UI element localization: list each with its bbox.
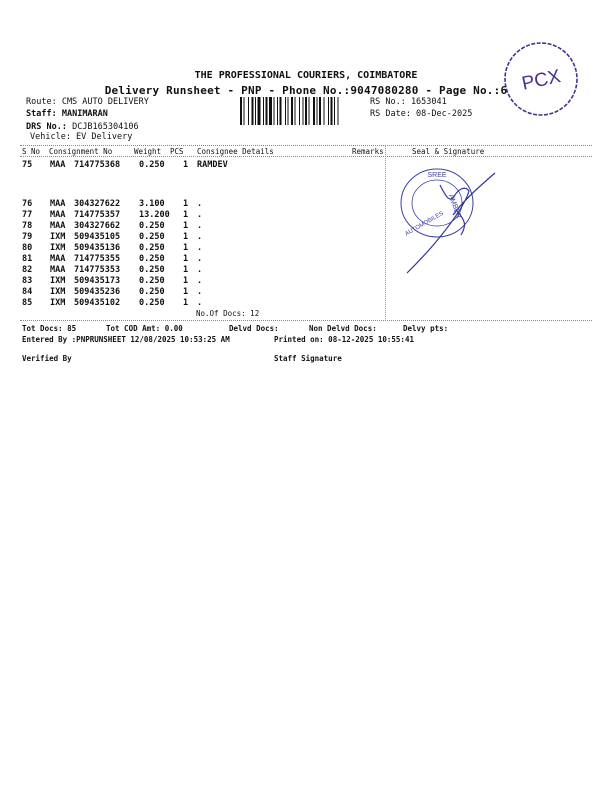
row-weight: 0.250 xyxy=(139,232,165,242)
row-weight: 0.250 xyxy=(139,243,165,253)
row-weight: 13.200 xyxy=(139,210,170,220)
row-prefix: MAA xyxy=(50,254,66,264)
staff-signature-label: Staff Signature xyxy=(274,354,342,363)
barcode-bar xyxy=(313,97,315,125)
row-consignee: . xyxy=(197,243,203,253)
entered-by: Entered By :PNPRUNSHEET 12/08/2025 10:53:25 AM xyxy=(22,335,230,344)
barcode-bar xyxy=(334,97,335,125)
row-sno: 76 xyxy=(22,199,33,209)
docs-count-note: No.Of Docs: 12 xyxy=(196,309,260,318)
row-pcs: 1 xyxy=(183,276,189,286)
staff-label: Staff: xyxy=(26,109,57,119)
row-weight: 0.250 xyxy=(139,287,165,297)
row-consignment-no: 714775353 xyxy=(74,265,121,275)
row-consignment-no: 509435136 xyxy=(74,243,121,253)
row-prefix: MAA xyxy=(50,210,66,220)
row-consignee: RAMDEV xyxy=(197,160,228,170)
row-pcs: 1 xyxy=(183,221,189,231)
row-prefix: MAA xyxy=(50,221,66,231)
row-consignee: . xyxy=(197,276,203,286)
col-pcs: PCS xyxy=(170,147,184,156)
barcode-bar xyxy=(263,97,264,125)
barcode-bar xyxy=(328,97,329,125)
runsheet-title: Delivery Runsheet - PNP - Phone No.:9047080280 - Page No.:6 xyxy=(104,84,508,97)
row-prefix: IXM xyxy=(50,298,66,308)
row-sno: 84 xyxy=(22,287,33,297)
barcode-bar xyxy=(240,97,242,125)
staff-line xyxy=(26,109,108,119)
row-prefix: MAA xyxy=(50,265,66,275)
row-pcs: 1 xyxy=(183,210,189,220)
col-consignee: Consignee Details xyxy=(197,147,274,156)
row-prefix: IXM xyxy=(50,276,66,286)
verified-by-label: Verified By xyxy=(22,354,72,363)
barcode-bar xyxy=(288,97,289,125)
drs-label: DRS No.: xyxy=(26,122,67,132)
row-consignee: . xyxy=(197,232,203,242)
barcode-bar xyxy=(258,97,261,125)
col-seal-signature: Seal & Signature xyxy=(412,147,485,156)
row-prefix: MAA xyxy=(50,199,66,209)
row-weight: 0.250 xyxy=(139,254,165,264)
row-consignee: . xyxy=(197,287,203,297)
route-label: Route: CMS AUTO DELIVERY xyxy=(26,97,149,107)
printed-on: Printed on: 08-12-2025 10:55:41 xyxy=(274,335,414,344)
barcode-bar xyxy=(280,97,282,125)
row-pcs: 1 xyxy=(183,232,189,242)
barcode-bar xyxy=(338,97,339,125)
barcode-bar xyxy=(248,97,249,125)
barcode-bar xyxy=(274,97,275,125)
row-weight: 0.250 xyxy=(139,160,165,170)
row-consignment-no: 509435173 xyxy=(74,276,121,286)
barcode-bar xyxy=(266,97,268,125)
barcode-bar xyxy=(305,97,307,125)
row-weight: 3.100 xyxy=(139,199,165,209)
row-pcs: 1 xyxy=(183,243,189,253)
barcode-bar xyxy=(319,97,321,125)
drs-value: DCJB165304106 xyxy=(72,122,139,132)
row-prefix: IXM xyxy=(50,287,66,297)
row-prefix: IXM xyxy=(50,243,66,253)
row-consignee: . xyxy=(197,199,203,209)
col-remarks: Remarks xyxy=(352,147,384,156)
row-prefix: IXM xyxy=(50,232,66,242)
row-consignee: . xyxy=(197,210,203,220)
row-weight: 0.250 xyxy=(139,265,165,275)
row-consignment-no: 304327622 xyxy=(74,199,121,209)
row-consignment-no: 509435105 xyxy=(74,232,121,242)
row-consignee: . xyxy=(197,221,203,231)
row-pcs: 1 xyxy=(183,199,189,209)
rs-number: RS No.: 1653041 xyxy=(370,97,447,107)
barcode-bar xyxy=(331,97,333,125)
row-pcs: 1 xyxy=(183,265,189,275)
row-consignment-no: 509435102 xyxy=(74,298,121,308)
col-sno: S No xyxy=(22,147,41,156)
barcode-bar xyxy=(299,97,300,125)
delivery-points: Delvy pts: xyxy=(403,324,449,333)
row-consignment-no: 509435236 xyxy=(74,287,121,297)
row-sno: 83 xyxy=(22,276,33,286)
barcode-bar xyxy=(309,97,310,125)
row-consignment-no: 304327662 xyxy=(74,221,121,231)
row-sno: 77 xyxy=(22,210,33,220)
barcode-bar xyxy=(269,97,272,125)
pcx-stamp-text: PCX xyxy=(520,66,563,95)
drs-line xyxy=(26,122,139,132)
barcode-bar xyxy=(291,97,293,125)
barcode xyxy=(240,97,368,125)
row-consignment-no: 714775355 xyxy=(74,254,121,264)
barcode-bar xyxy=(255,97,256,125)
row-sno: 78 xyxy=(22,221,33,231)
barcode-bar xyxy=(252,97,254,125)
col-weight: Weight xyxy=(134,147,162,156)
company-title: THE PROFESSIONAL COURIERS, COIMBATORE xyxy=(194,70,418,81)
row-sno: 81 xyxy=(22,254,33,264)
non-delivered-docs: Non Delvd Docs: xyxy=(309,324,377,333)
row-weight: 0.250 xyxy=(139,276,165,286)
rs-date: RS Date: 08-Dec-2025 xyxy=(370,109,473,119)
row-pcs: 1 xyxy=(183,298,189,308)
total-cod-amount: Tot COD Amt: 0.00 xyxy=(106,324,183,333)
row-weight: 0.250 xyxy=(139,221,165,231)
seal-text-right: AMBER xyxy=(446,193,462,220)
row-prefix: MAA xyxy=(50,160,66,170)
row-consignee: . xyxy=(197,298,203,308)
company-seal-icon xyxy=(395,165,505,280)
row-consignment-no: 714775368 xyxy=(74,160,121,170)
row-consignee: . xyxy=(197,265,203,275)
barcode-bar xyxy=(295,97,296,125)
barcode-bar xyxy=(303,97,304,125)
row-pcs: 1 xyxy=(183,160,189,170)
barcode-bar xyxy=(324,97,325,125)
barcode-bar xyxy=(244,97,245,125)
seal-text-bottom: AUTOMOBILES xyxy=(404,210,445,238)
row-sno: 79 xyxy=(22,232,33,242)
barcode-bar xyxy=(277,97,278,125)
row-weight: 0.250 xyxy=(139,298,165,308)
total-docs: Tot Docs: 85 xyxy=(22,324,77,333)
vehicle-label: Vehicle: EV Delivery xyxy=(30,132,133,142)
row-pcs: 1 xyxy=(183,254,189,264)
seal-text-top: SREE xyxy=(427,172,447,179)
staff-value: MANIMARAN xyxy=(61,109,108,119)
row-sno: 82 xyxy=(22,265,33,275)
row-pcs: 1 xyxy=(183,287,189,297)
row-sno: 85 xyxy=(22,298,33,308)
row-sno: 80 xyxy=(22,243,33,253)
barcode-bar xyxy=(285,97,286,125)
row-consignee: . xyxy=(197,254,203,264)
barcode-bar xyxy=(317,97,318,125)
row-sno: 75 xyxy=(22,160,33,170)
col-consignment: Consignment No xyxy=(49,147,113,156)
row-consignment-no: 714775357 xyxy=(74,210,121,220)
pcx-stamp xyxy=(500,38,582,120)
delivered-docs: Delvd Docs: xyxy=(229,324,279,333)
